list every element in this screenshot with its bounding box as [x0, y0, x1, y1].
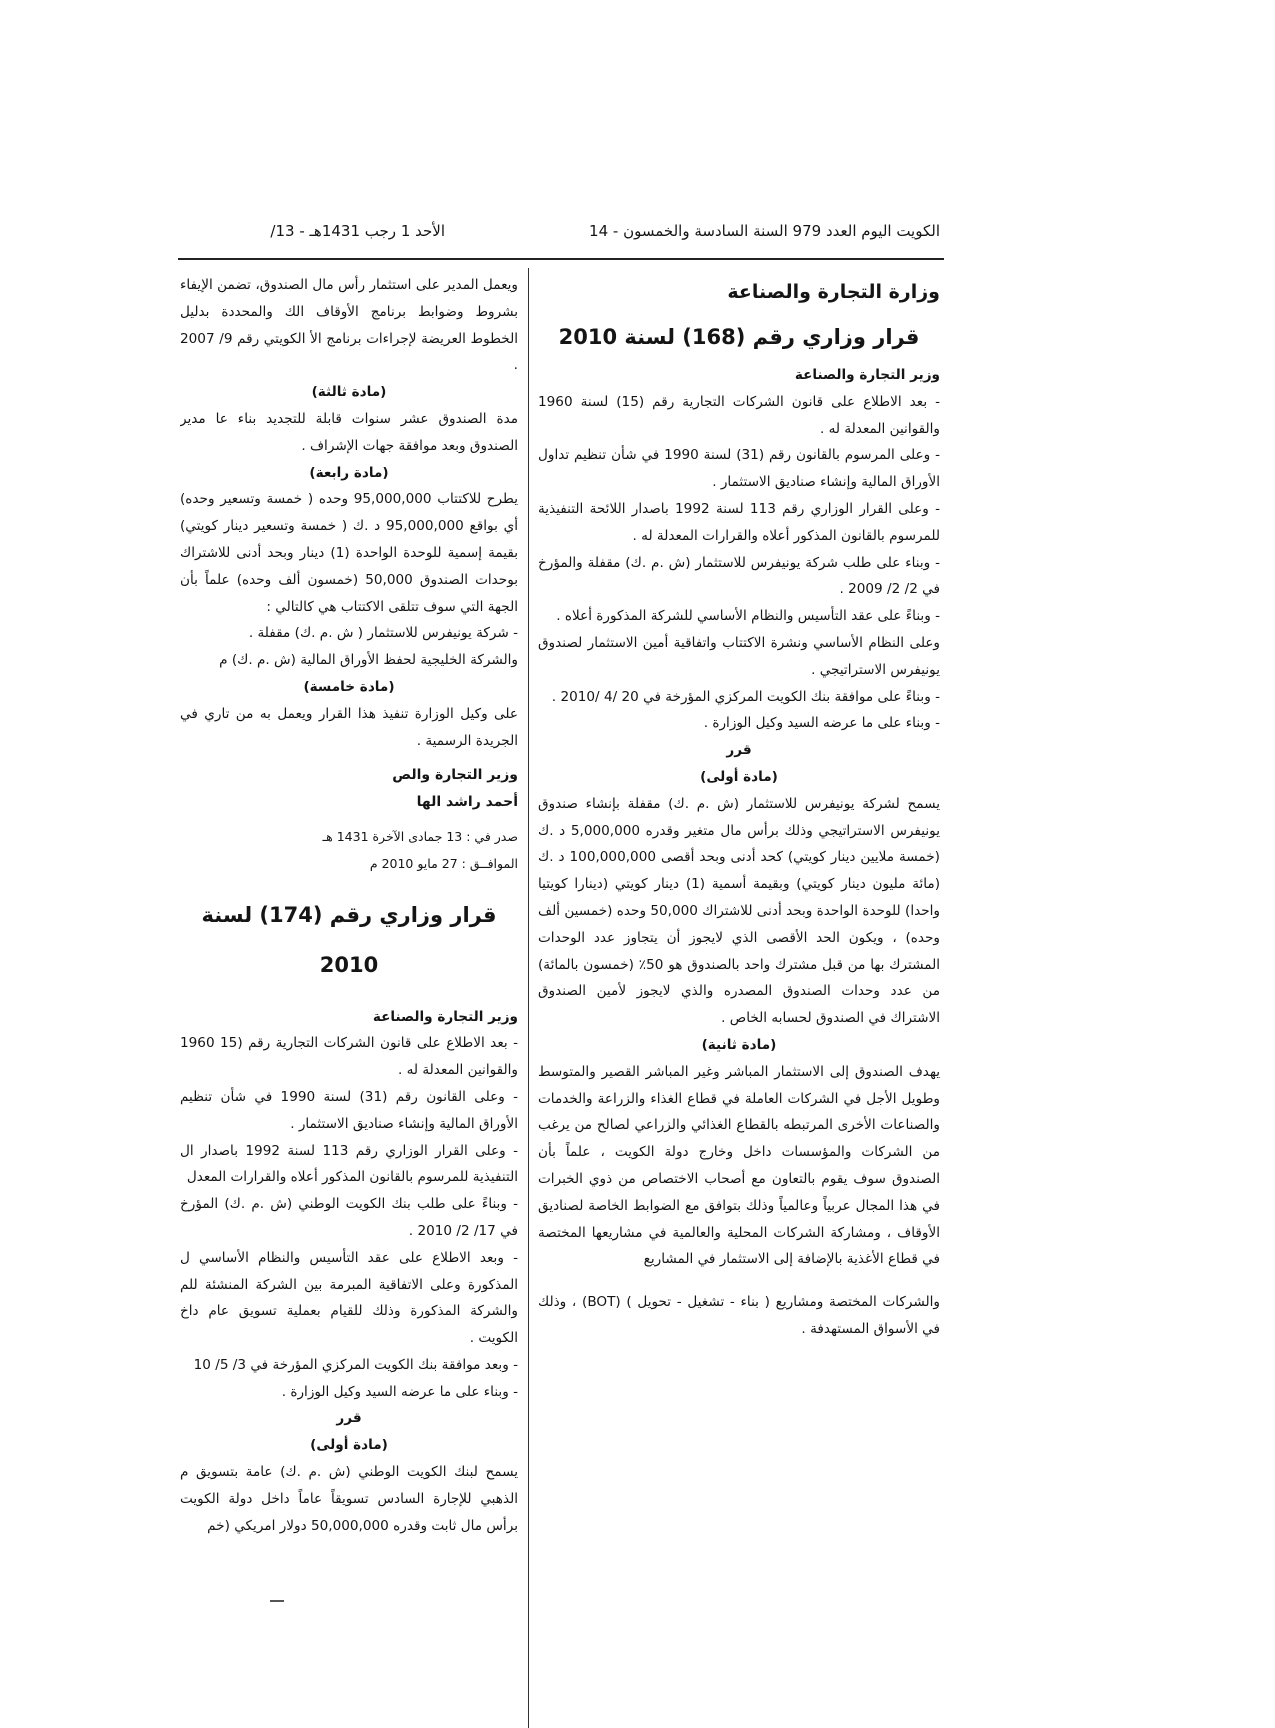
preamble-clause: - بعد الاطلاع على قانون الشركات التجارية رقم (15) لسنة 1960 والقوانين المعدلة له .: [538, 393, 940, 437]
column-divider: [528, 268, 529, 1728]
article-text: مدة الصندوق عشر سنوات قابلة للتجديد بناء عا مدير الصندوق وبعد موافقة جهات الإشراف .: [180, 410, 518, 454]
article-heading: (مادة أولى): [310, 1437, 388, 1454]
article-text: على وكيل الوزارة تنفيذ هذا القرار ويعمل به من تاري في الجريدة الرسمية .: [180, 705, 518, 749]
preamble-clause: وعلى النظام الأساسي ونشرة الاكتتاب واتفاقية أمين الاستثمار لصندوق يونيفرس الاستراتيجي .: [538, 634, 940, 678]
preamble-clause: - وعلى القرار الوزاري رقم 113 لسنة 1992 باصدار اللائحة التنفيذية للمرسوم بالقانون المذكور أعلاه والقرارات المعدلة له .: [538, 500, 940, 544]
page-header-issue: الكويت اليوم العدد 979 السنة السادسة والخمسون - 14: [589, 222, 940, 240]
left-column: [180, 272, 518, 1539]
right-column: [538, 272, 940, 1343]
article-text: يسمح لبنك الكويت الوطني (ش .م .ك) عامة بتسويق م الذهبي للإجارة السادس تسويقاً عاماً داخل دولة الكويت برأس مال ثابت وقدره 50,000,000 دولار امريكي (خم: [180, 1464, 518, 1534]
preamble-clause: - وبناء على ما عرضه السيد وكيل الوزارة .: [703, 715, 940, 732]
article-text: يسمح لشركة يونيفرس للاستثمار (ش .م .ك) مقفلة بإنشاء صندوق يونيفرس الاستراتيجي وذلك برأس مال متغير وقدره 5,000,000 د .ك (خمسة ملايين دينار كويتي) كحد أدنى وبحد أقصى 100,000,000 د .ك (مائة مليون دينار كويتي) وبقيمة أسمية (1) دينار كويتي (دينارا كويتيا واحدا) للوحدة الواحدة وبحد أدنى للاشتراك 50,000 وحده (خمسين ألف وحده) ، ويكون الحد الأقصى الذي لايجوز أن يتجاوز عدد الوحدات المشترك بها من قبل مشترك واحد بالصندوق هو 50٪ (خمسون بالمائة) من عدد وحدات الصندوق المصدره والذي لايجوز لأمين الصندوق الاشتراك في الصندوق لحسابه الخاص .: [538, 795, 940, 1027]
continued-text: ويعمل المدير على استثمار رأس مال الصندوق، تضمن الإيفاء بشروط وضوابط برنامج الأوقاف الك والمحددة بدليل الخطوط العريضة لإجراءات برنامج الأ الكويتي رقم 9/ 2007 .: [180, 277, 518, 374]
decision-title: قرار وزاري رقم (168) لسنة 2010: [558, 325, 920, 349]
ministry-title: وزارة التجارة والصناعة: [727, 281, 940, 303]
scan-mark: [270, 1600, 284, 1602]
minister-heading: وزير التجارة والصناعة: [794, 367, 940, 383]
preamble-clause: - وعلى القرار الوزاري رقم 113 لسنة 1992 باصدار ال التنفيذية للمرسوم بالقانون المذكور أعلاه والقرارات المعدل: [180, 1142, 518, 1186]
article-text: يهدف الصندوق إلى الاستثمار المباشر وغير المباشر القصير والمتوسط وطويل الأجل في الشركات العاملة في قطاع الغذاء والزراعة والخدمات والصناعات الأخرى المرتبطه بالقطاع الغذائي والزراعي لصالح من يرغب من الشركات والمؤسسات داخل وخارج دولة الكويت ، علماً بأن الصندوق سوف يقوم بالتعاون مع أصحاب الاختصاص من ذوي الخبرات في هذا المجال عربياً وعالمياً وذلك بتوافق مع الضوابط الخاصة لصناديق الأوقاف ، ومشاركة الشركات المحلية والعالمية في مشاريعها المختصة في قطاع الأغذية بالإضافة إلى الاستثمار في المشاريع: [538, 1063, 940, 1268]
signature-name: أحمد راشد الها: [416, 794, 518, 811]
article-text: يطرح للاكتتاب 95,000,000 وحده ( خمسة وتسعير وحده) أي بواقع 95,000,000 د .ك ( خمسة وتسعير دينار كويتي) بقيمة إسمية للوحدة الواحدة (1) دينار وبحد أدنى للاشتراك بوحدات الصندوق 50,000 (خمسون ألف وحده) علماً بأن الجهة التي سوف تتلقى الاكتتاب هي كالتالي :: [180, 491, 518, 615]
preamble-clause: - وبناء على طلب شركة يونيفرس للاستثمار (ش .م .ك) مقفلة والمؤرخ في 2/ 2/ 2009 .: [538, 554, 940, 598]
article-heading: (مادة ثالثة): [311, 384, 387, 401]
article-heading: (مادة خامسة): [303, 678, 395, 695]
preamble-clause: - وبعد موافقة بنك الكويت المركزي المؤرخة في 3/ 5/ 10: [193, 1356, 518, 1373]
decision-title: قرار وزاري رقم (174) لسنة 2010: [201, 902, 497, 977]
decided-heading: قرر: [336, 1410, 362, 1427]
preamble-clause: - وعلى المرسوم بالقانون رقم (31) لسنة 1990 في شأن تنظيم تداول الأوراق المالية وإنشاء صناديق الاستثمار .: [538, 447, 940, 491]
gregorian-date: الموافــق : 27 مايو 2010 م: [369, 855, 518, 871]
preamble-clause: - وبناءً على طلب بنك الكويت الوطني (ش .م .ك) المؤرخ في 17/ 2/ 2010 .: [180, 1196, 518, 1239]
preamble-clause: - وبعد الاطلاع على عقد التأسيس والنظام الأساسي ل المذكورة وعلى الاتفاقية المبرمة بين الشركة المنشئة للم والشركة المذكورة وذلك للقيام بعملية تسويق عام داخ الكويت .: [180, 1249, 518, 1347]
minister-heading: وزير التجارة والصناعة: [372, 1008, 518, 1025]
page-header-date: الأحد 1 رجب 1431هـ - 13/: [270, 222, 445, 240]
preamble-clause: - وعلى القانون رقم (31) لسنة 1990 في شأن تنظيم الأوراق المالية وإنشاء صناديق الاستثمار .: [180, 1088, 518, 1132]
article-heading: (مادة ثانية): [701, 1036, 777, 1053]
list-item: - شركة يونيفرس للاستثمار ( ش .م .ك) مقفلة .: [248, 625, 518, 642]
signature-title: وزير التجارة والص: [392, 767, 518, 784]
preamble-clause: - وبناءً على عقد التأسيس والنظام الأساسي للشركة المذكورة أعلاه .: [556, 608, 940, 625]
list-item: والشركة الخليجية لحفظ الأوراق المالية (ش .م .ك) م: [219, 652, 518, 669]
decided-heading: قرر: [726, 742, 752, 759]
article-text-continued: والشركات المختصة ومشاريع ( بناء - تشغيل - تحويل ) (BOT) ، وذلك في الأسواق المستهدفة .: [538, 1294, 940, 1337]
article-heading: (مادة رابعة): [309, 464, 389, 481]
preamble-clause: - بعد الاطلاع على قانون الشركات التجارية رقم (15 1960 والقوانين المعدلة له .: [180, 1035, 518, 1079]
preamble-clause: - وبناءً على موافقة بنك الكويت المركزي المؤرخة في 20 /4 /2010 .: [551, 688, 940, 705]
issue-date: صدر في : 13 جمادى الآخرة 1431 هـ: [322, 828, 518, 844]
preamble-clause: - وبناء على ما عرضه السيد وكيل الوزارة .: [281, 1383, 518, 1400]
article-heading: (مادة أولى): [700, 768, 778, 785]
header-divider: [178, 258, 944, 260]
